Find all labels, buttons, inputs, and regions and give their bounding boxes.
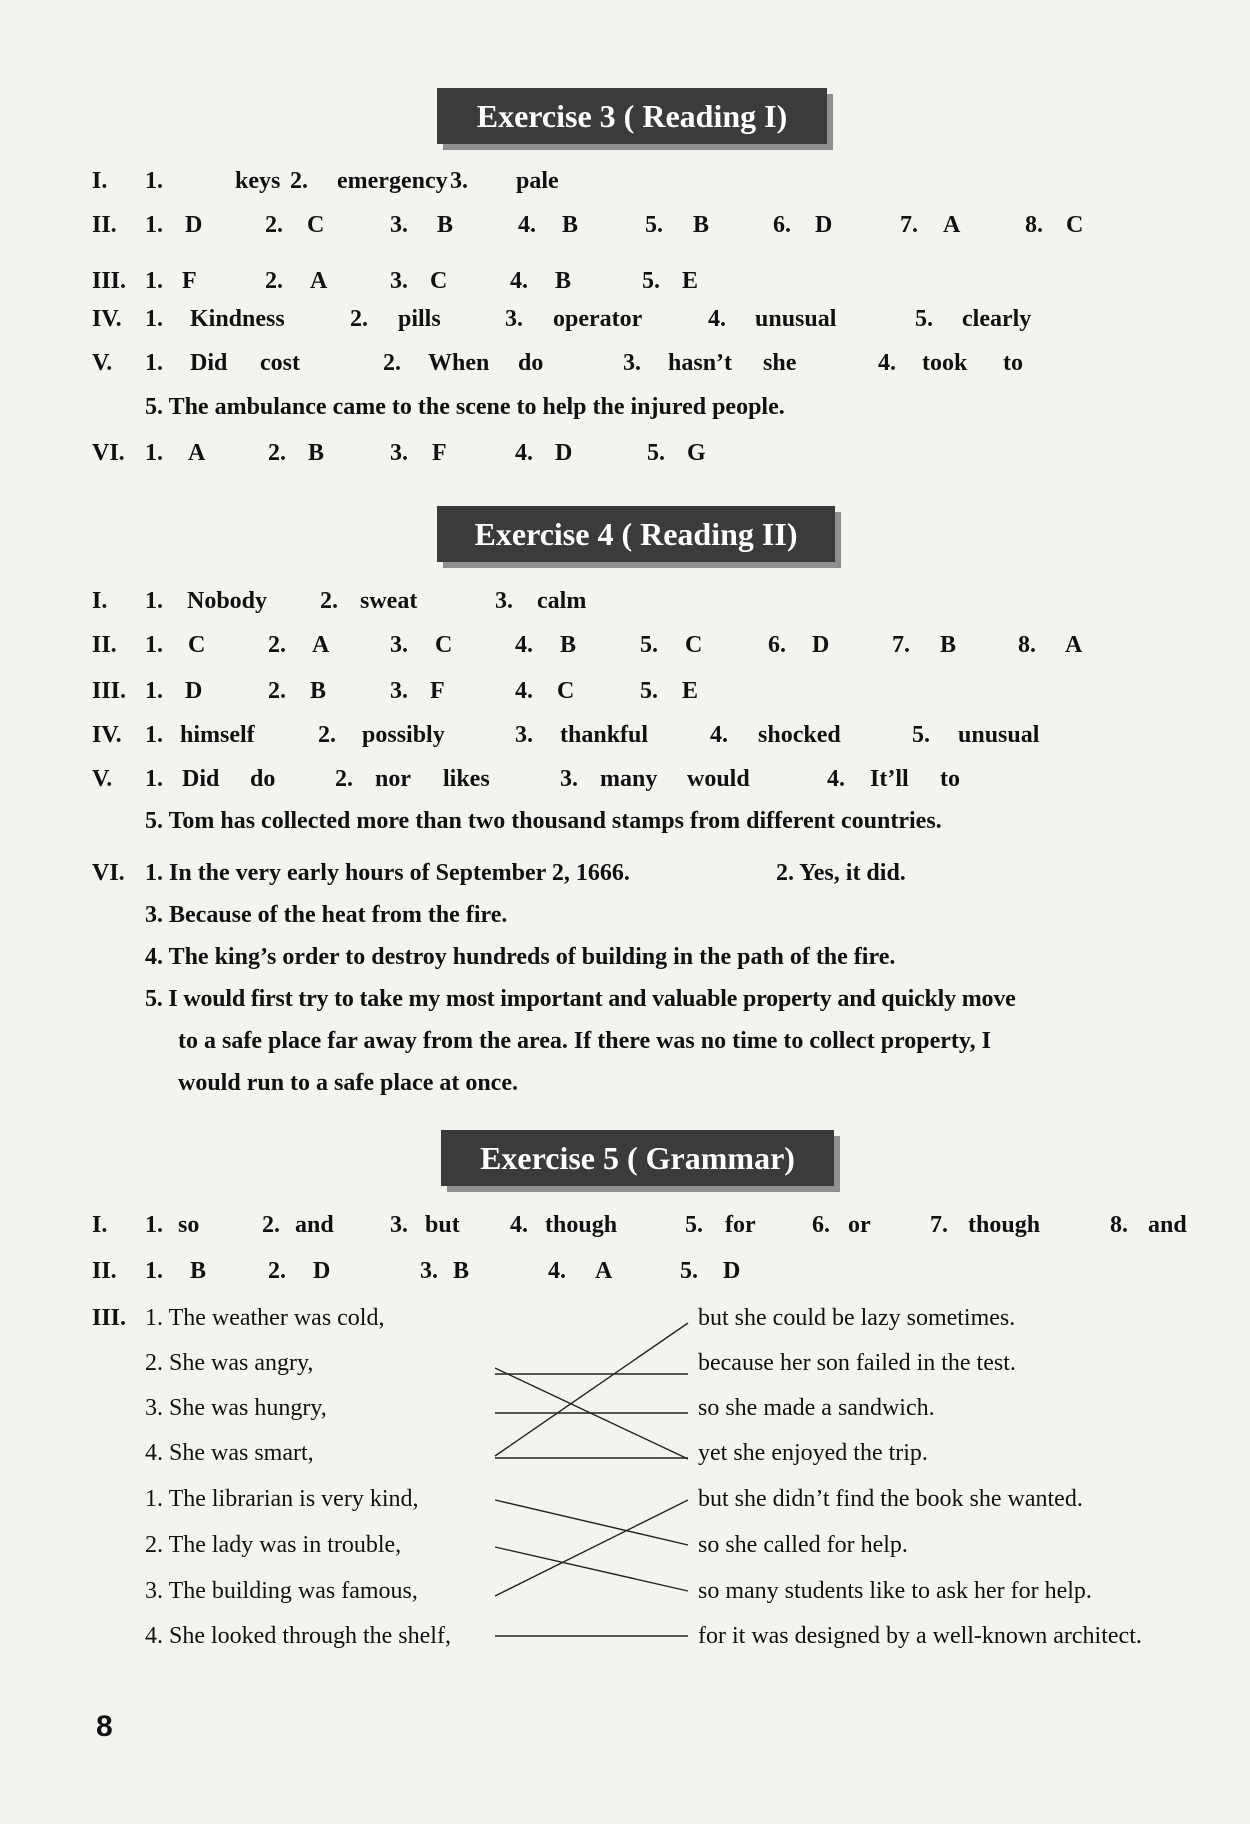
answer: himself: [180, 722, 255, 748]
item-number: 8.: [1025, 212, 1043, 238]
ex3-V-line5: 5. The ambulance came to the scene to help the injured people.: [145, 394, 785, 420]
ex4-section-I-num: I.: [92, 588, 108, 614]
match-line: [495, 1500, 688, 1596]
answer: B: [190, 1258, 207, 1284]
item-number: 2.: [265, 212, 283, 238]
item-number: 8.: [1018, 632, 1036, 658]
item-number: 4.: [708, 306, 726, 332]
item-number: 1.: [145, 678, 163, 704]
item-number: 1.: [145, 440, 163, 466]
ex4-VI-answer-2: 2. Yes, it did.: [776, 860, 906, 886]
answer: she: [763, 350, 797, 376]
ex4-VI-answer-3: 3. Because of the heat from the fire.: [145, 902, 508, 928]
item-number: 2.: [268, 440, 286, 466]
answer: C: [435, 632, 453, 658]
answer: C: [557, 678, 575, 704]
answer: and: [295, 1212, 334, 1238]
match-right-5: but she didn’t find the book she wanted.: [698, 1486, 1083, 1512]
answer: B: [310, 678, 327, 704]
answer: unusual: [958, 722, 1040, 748]
answer: B: [940, 632, 957, 658]
ex4-VI-answer-1: 1. In the very early hours of September 2, 1666.: [145, 860, 630, 886]
match-left-5: 1. The librarian is very kind,: [145, 1486, 419, 1512]
answer: D: [723, 1258, 741, 1284]
answer: so: [178, 1212, 200, 1238]
answer: E: [682, 268, 699, 294]
ex4-section-VI-num: VI.: [92, 860, 125, 886]
ex4-section-V-num: V.: [92, 766, 113, 792]
ex4-VI-answer-5a: 5. I would first try to take my most important and valuable property and quickly move: [145, 986, 1016, 1012]
ex4-VI-answer-5c: would run to a safe place at once.: [178, 1070, 518, 1096]
page-number: 8: [96, 1710, 113, 1743]
match-right-4: yet she enjoyed the trip.: [698, 1440, 928, 1466]
item-number: 3.: [390, 1212, 408, 1238]
answer: pale: [516, 168, 559, 194]
answer: F: [432, 440, 447, 466]
answer: It’ll: [870, 766, 909, 792]
item-number: 3.: [390, 212, 408, 238]
item-number: 3.: [560, 766, 578, 792]
answer: F: [430, 678, 445, 704]
answer: hasn’t: [668, 350, 733, 376]
item-number: 3.: [420, 1258, 438, 1284]
item-number: 2.: [268, 632, 286, 658]
item-number: 3.: [390, 632, 408, 658]
answer: likes: [443, 766, 490, 792]
item-number: 1.: [145, 306, 163, 332]
exercise-3-title: Exercise 3 ( Reading I): [437, 88, 827, 144]
match-left-4: 4. She was smart,: [145, 1440, 314, 1466]
item-number: 6.: [768, 632, 786, 658]
item-number: 5.: [642, 268, 660, 294]
item-number: 2.: [320, 588, 338, 614]
item-number: 1.: [145, 722, 163, 748]
exercise-5-title: Exercise 5 ( Grammar): [441, 1130, 834, 1186]
item-number: 4.: [710, 722, 728, 748]
item-number: 4.: [515, 678, 533, 704]
item-number: 2.: [262, 1212, 280, 1238]
item-number: 4.: [515, 632, 533, 658]
item-number: 4.: [878, 350, 896, 376]
item-number: 3.: [390, 440, 408, 466]
answer: C: [188, 632, 206, 658]
match-right-6: so she called for help.: [698, 1532, 908, 1558]
answer: A: [943, 212, 961, 238]
answer: emergency: [337, 168, 448, 194]
ex3-section-III-num: III.: [92, 268, 127, 294]
item-number: 5.: [645, 212, 663, 238]
match-left-6: 2. The lady was in trouble,: [145, 1532, 402, 1558]
ex3-section-V-num: V.: [92, 350, 113, 376]
match-right-2: because her son failed in the test.: [698, 1350, 1016, 1376]
match-left-1: 1. The weather was cold,: [145, 1305, 385, 1331]
item-number: 4.: [515, 440, 533, 466]
answer: do: [518, 350, 544, 376]
item-number: 3.: [390, 678, 408, 704]
item-number: 5.: [685, 1212, 703, 1238]
item-number: 5.: [915, 306, 933, 332]
answer: B: [453, 1258, 470, 1284]
answer: F: [182, 268, 197, 294]
ex5-section-I-num: I.: [92, 1212, 108, 1238]
item-number: 5.: [912, 722, 930, 748]
match-right-8: for it was designed by a well-known architect.: [698, 1623, 1142, 1649]
answer: D: [185, 678, 203, 704]
ex4-section-III-num: III.: [92, 678, 127, 704]
item-number: 4.: [518, 212, 536, 238]
item-number: 5.: [647, 440, 665, 466]
ex4-VI-answer-5b: to a safe place far away from the area. If there was no time to collect property, I: [178, 1028, 991, 1054]
item-number: 8.: [1110, 1212, 1128, 1238]
item-number: 3.: [623, 350, 641, 376]
item-number: 2.: [265, 268, 283, 294]
answer: B: [437, 212, 454, 238]
match-line: [495, 1500, 688, 1545]
item-number: 1.: [145, 1258, 163, 1284]
answer: though: [968, 1212, 1041, 1238]
answer: E: [682, 678, 699, 704]
answer: nor: [375, 766, 411, 792]
item-number: 6.: [773, 212, 791, 238]
item-number: 1.: [145, 212, 163, 238]
answer: many: [600, 766, 658, 792]
answer: to: [1003, 350, 1023, 376]
answer: for: [725, 1212, 756, 1238]
ex4-V-line5: 5. Tom has collected more than two thousand stamps from different countries.: [145, 808, 942, 834]
answer: keys: [235, 168, 281, 194]
item-number: 1.: [145, 350, 163, 376]
item-number: 5.: [640, 632, 658, 658]
item-number: 5.: [640, 678, 658, 704]
item-number: 1.: [145, 766, 163, 792]
item-number: 3.: [450, 168, 468, 194]
ex4-section-II-num: II.: [92, 632, 117, 658]
answer: operator: [553, 306, 643, 332]
match-left-2: 2. She was angry,: [145, 1350, 314, 1376]
answer: do: [250, 766, 276, 792]
answer: calm: [537, 588, 587, 614]
ex3-section-IV-num: IV.: [92, 306, 122, 332]
answer: D: [815, 212, 833, 238]
ex5-section-II-num: II.: [92, 1258, 117, 1284]
answer: to: [940, 766, 960, 792]
item-number: 3.: [495, 588, 513, 614]
answer: B: [560, 632, 577, 658]
item-number: 1.: [145, 168, 163, 194]
answer: and: [1148, 1212, 1187, 1238]
ex5-section-III-num: III.: [92, 1305, 127, 1331]
item-number: 3.: [515, 722, 533, 748]
answer: Did: [182, 766, 220, 792]
item-number: 7.: [900, 212, 918, 238]
answer: Did: [190, 350, 228, 376]
match-line: [495, 1323, 688, 1456]
answer: or: [848, 1212, 871, 1238]
item-number: 2.: [290, 168, 308, 194]
answer: G: [687, 440, 706, 466]
item-number: 4.: [510, 1212, 528, 1238]
item-number: 4.: [510, 268, 528, 294]
item-number: 5.: [680, 1258, 698, 1284]
answer: sweat: [360, 588, 418, 614]
item-number: 2.: [268, 678, 286, 704]
answer: B: [693, 212, 710, 238]
match-right-3: so she made a sandwich.: [698, 1395, 935, 1421]
answer: took: [922, 350, 968, 376]
answer: C: [685, 632, 703, 658]
match-left-7: 3. The building was famous,: [145, 1578, 418, 1604]
ex4-section-IV-num: IV.: [92, 722, 122, 748]
item-number: 3.: [505, 306, 523, 332]
answer: D: [185, 212, 203, 238]
answer: B: [562, 212, 579, 238]
answer: D: [313, 1258, 331, 1284]
ex4-VI-answer-4: 4. The king’s order to destroy hundreds of building in the path of the fire.: [145, 944, 896, 970]
answer: possibly: [362, 722, 445, 748]
answer: clearly: [962, 306, 1032, 332]
match-right-1: but she could be lazy sometimes.: [698, 1305, 1016, 1331]
item-number: 1.: [145, 268, 163, 294]
answer: D: [812, 632, 830, 658]
ex3-section-VI-num: VI.: [92, 440, 125, 466]
answer: thankful: [560, 722, 649, 748]
item-number: 7.: [930, 1212, 948, 1238]
answer: D: [555, 440, 573, 466]
answer: A: [310, 268, 328, 294]
answer: A: [312, 632, 330, 658]
answer: C: [1066, 212, 1084, 238]
exercise-4-title: Exercise 4 ( Reading II): [437, 506, 835, 562]
answer: B: [308, 440, 325, 466]
item-number: 2.: [318, 722, 336, 748]
answer: though: [545, 1212, 618, 1238]
answer: cost: [260, 350, 300, 376]
answer: C: [430, 268, 448, 294]
item-number: 4.: [827, 766, 845, 792]
answer: would: [687, 766, 750, 792]
item-number: 2.: [335, 766, 353, 792]
item-number: 1.: [145, 588, 163, 614]
answer: A: [595, 1258, 613, 1284]
ex3-section-II-num: II.: [92, 212, 117, 238]
item-number: 1.: [145, 632, 163, 658]
answer: A: [1065, 632, 1083, 658]
answer: C: [307, 212, 325, 238]
answer: shocked: [758, 722, 841, 748]
answer: unusual: [755, 306, 837, 332]
answer: but: [425, 1212, 460, 1238]
answer: B: [555, 268, 572, 294]
match-right-7: so many students like to ask her for help.: [698, 1578, 1092, 1604]
answer: A: [188, 440, 206, 466]
answer: Nobody: [187, 588, 268, 614]
item-number: 7.: [892, 632, 910, 658]
item-number: 1.: [145, 1212, 163, 1238]
ex3-section-I-num: I.: [92, 168, 108, 194]
item-number: 6.: [812, 1212, 830, 1238]
item-number: 4.: [548, 1258, 566, 1284]
item-number: 2.: [350, 306, 368, 332]
match-left-3: 3. She was hungry,: [145, 1395, 327, 1421]
match-line: [495, 1547, 688, 1591]
item-number: 2.: [383, 350, 401, 376]
item-number: 3.: [390, 268, 408, 294]
item-number: 2.: [268, 1258, 286, 1284]
answer: Kindness: [190, 306, 285, 332]
match-left-8: 4. She looked through the shelf,: [145, 1623, 451, 1649]
answer: pills: [398, 306, 441, 332]
answer: When: [428, 350, 490, 376]
